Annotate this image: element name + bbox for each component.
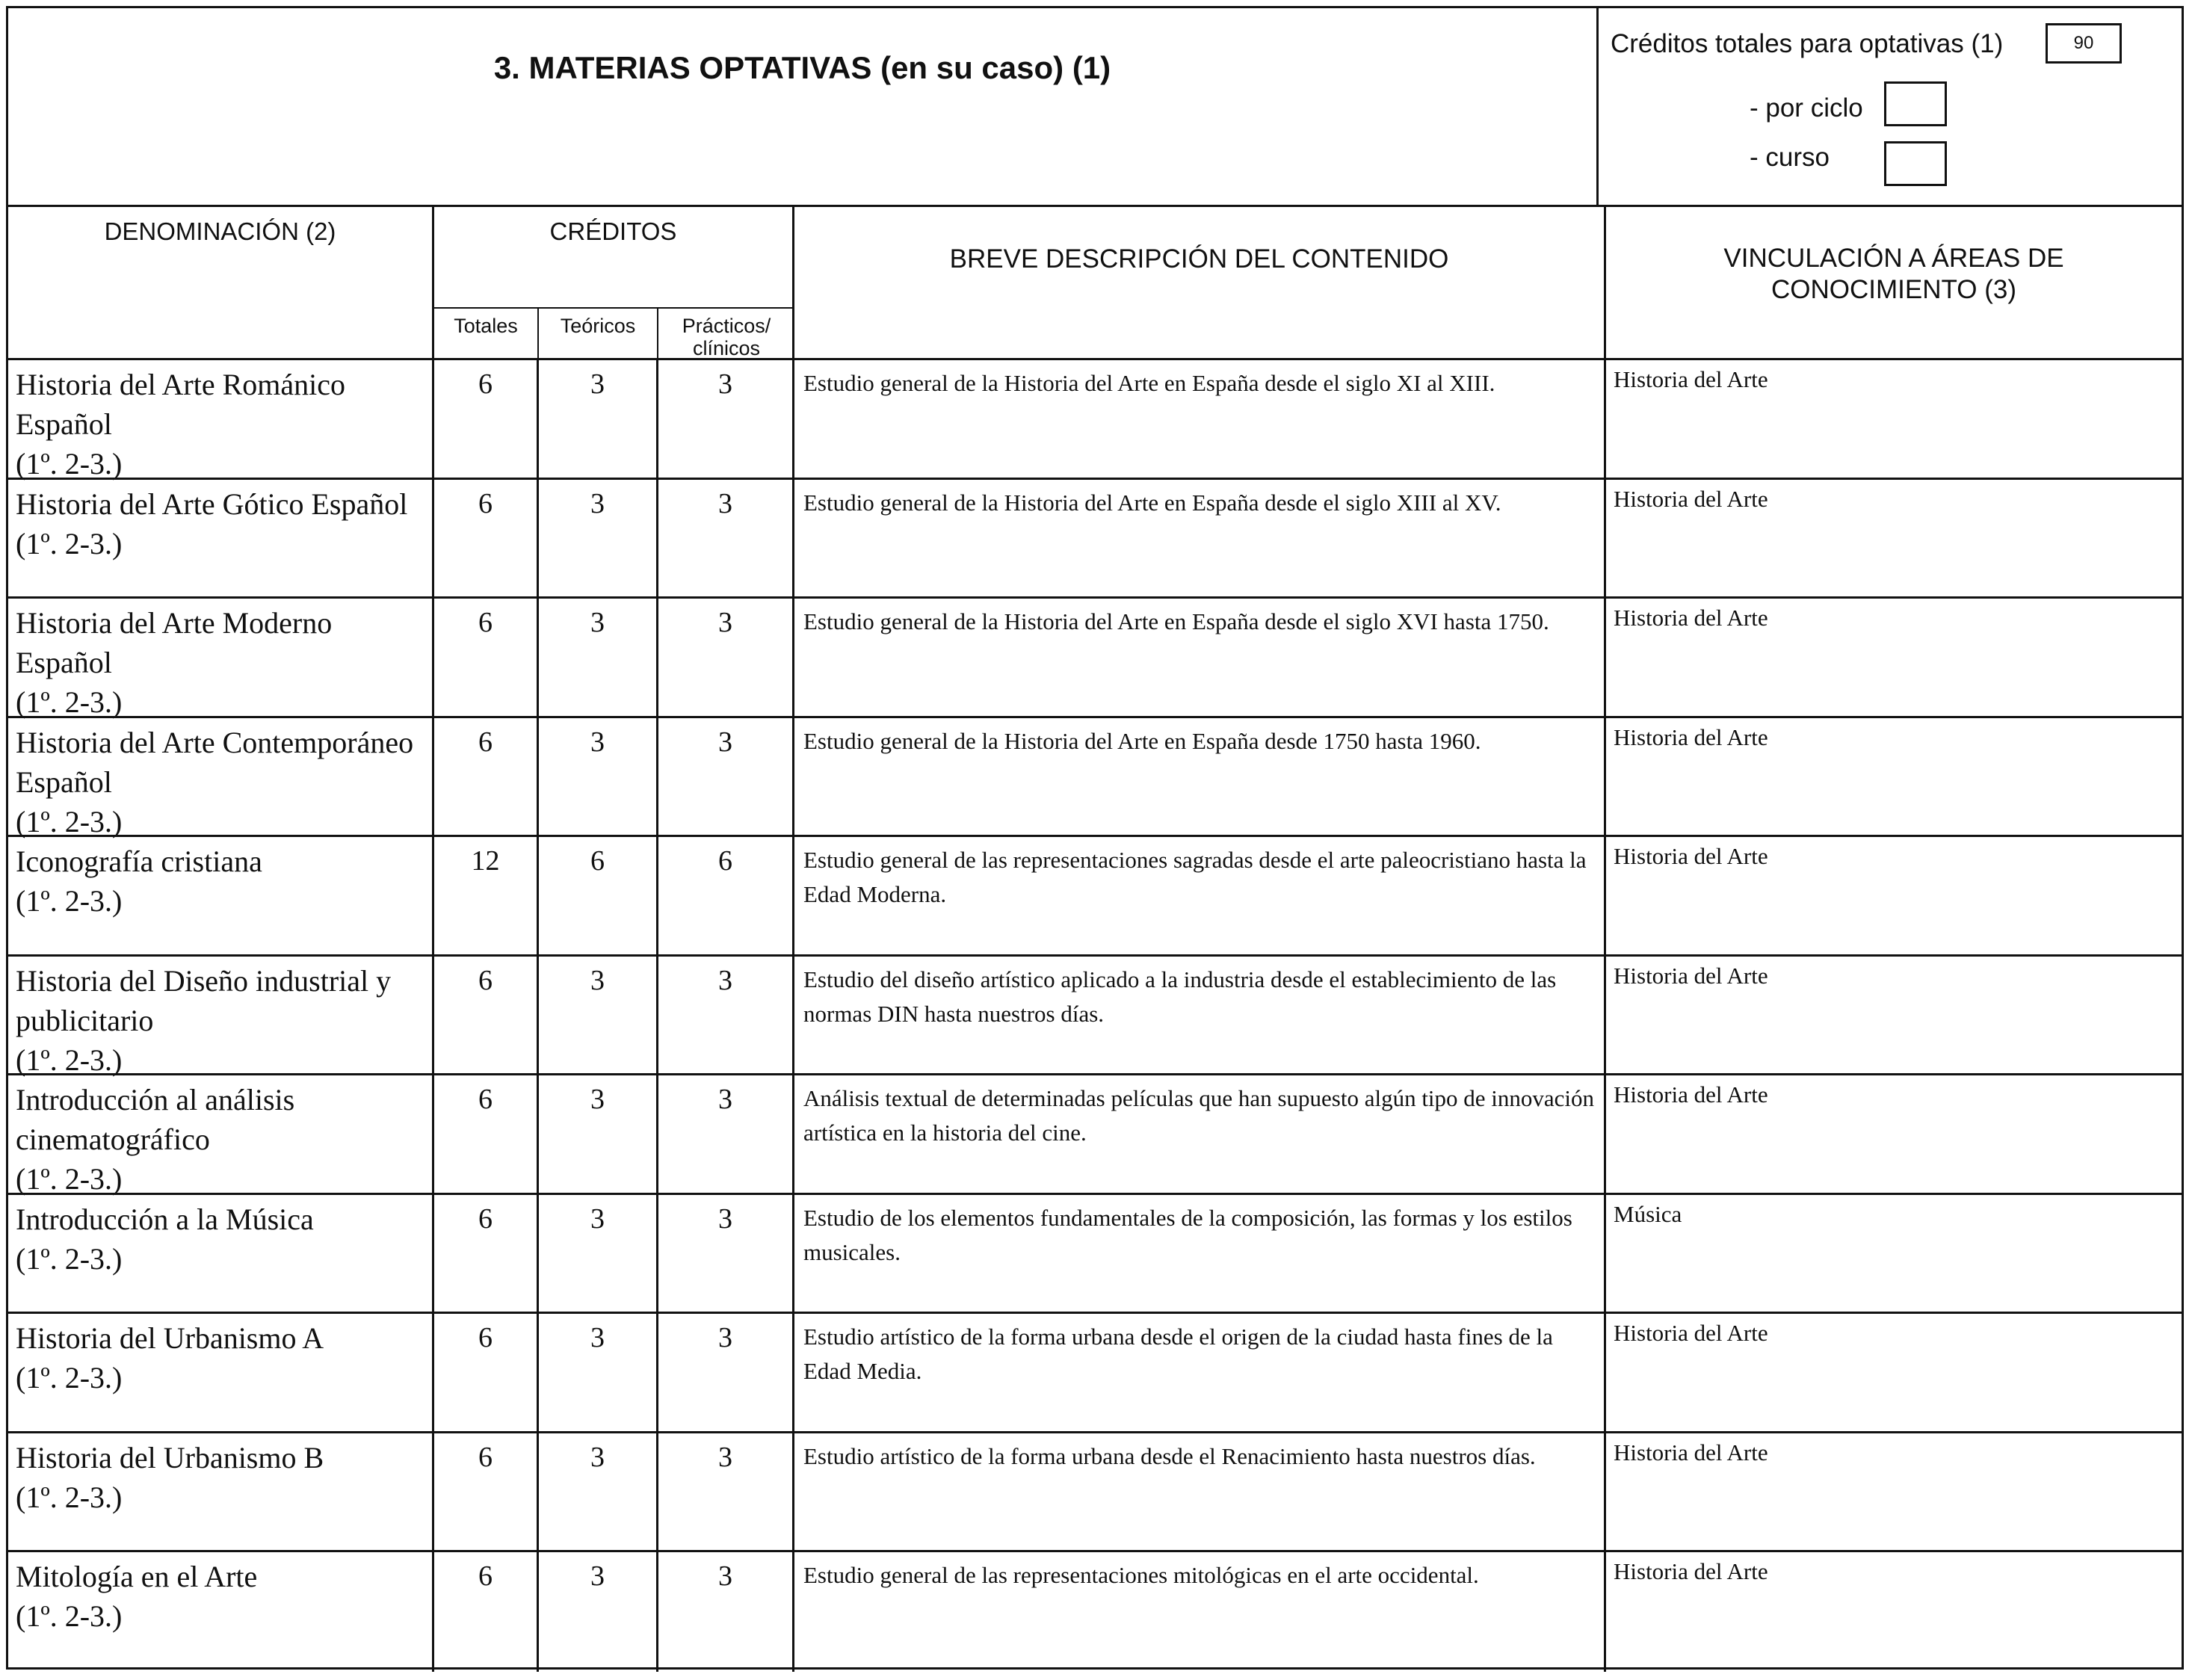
total-credits-label: Créditos totales para optativas (1) — [1611, 29, 2004, 58]
credits-practicos-cell — [658, 718, 794, 836]
credits-totales: 6 — [478, 964, 493, 996]
credits-practicos: 3 — [718, 1084, 732, 1115]
knowledge-area: Historia del Arte — [1614, 485, 1768, 512]
credits-teoricos-cell — [539, 837, 658, 954]
subject-name: Historia del Urbanismo B — [16, 1440, 324, 1474]
table-row — [8, 1552, 2182, 1672]
col-vinculacion-label: VINCULACIÓN A ÁREAS DE CONOCIMIENTO (3) — [1723, 244, 2064, 304]
credits-totales: 6 — [478, 1322, 493, 1353]
subject-description: Estudio artístico de la forma urbana desde el origen de la ciudad hasta fines de la Edad Media. — [803, 1324, 1553, 1384]
credits-totales: 6 — [478, 487, 493, 519]
subject-code: (1º. 2-3.) — [16, 804, 123, 839]
subject-name-cell — [8, 480, 434, 597]
knowledge-area-cell — [1606, 480, 2182, 597]
subject-name: Iconografía cristiana — [16, 844, 262, 878]
credits-practicos: 6 — [718, 845, 732, 877]
subject-name-cell — [8, 837, 434, 954]
subject-name: Historia del Arte Moderno Español — [16, 606, 333, 679]
credits-totales: 6 — [478, 607, 493, 638]
total-credits-value: 90 — [2073, 33, 2094, 53]
knowledge-area: Historia del Arte — [1614, 843, 1768, 869]
credits-totales: 12 — [471, 845, 500, 877]
subject-description-cell — [794, 360, 1606, 478]
credits-teoricos: 3 — [590, 726, 605, 758]
credits-totales: 6 — [478, 1560, 493, 1592]
subject-description: Estudio general de la Historia del Arte en España desde 1750 hasta 1960. — [803, 727, 1481, 754]
col-denominacion — [8, 207, 434, 360]
subject-code: (1º. 2-3.) — [16, 447, 123, 481]
subject-description: Estudio general de las representaciones mitológicas en el arte occidental. — [803, 1562, 1479, 1588]
knowledge-area-cell — [1606, 360, 2182, 478]
subject-description-cell — [794, 957, 1606, 1074]
col-teoricos — [539, 307, 658, 360]
credits-teoricos: 3 — [590, 1560, 605, 1592]
curso-label: - curso — [1750, 143, 1830, 172]
subject-description-cell — [794, 599, 1606, 716]
optativas-form — [6, 6, 2184, 1670]
credits-practicos: 3 — [718, 368, 732, 400]
knowledge-area-cell — [1606, 1314, 2182, 1431]
credits-totales: 6 — [478, 368, 493, 400]
credits-teoricos-cell — [539, 718, 658, 836]
credits-practicos-cell — [658, 1552, 794, 1672]
credits-practicos-cell — [658, 1195, 794, 1312]
subject-name: Introducción a la Música — [16, 1202, 314, 1236]
knowledge-area: Música — [1614, 1200, 1682, 1227]
subject-description-cell — [794, 1075, 1606, 1193]
credits-totales: 6 — [478, 726, 493, 758]
table-row — [8, 837, 2182, 957]
col-denominacion-label: DENOMINACIÓN (2) — [104, 217, 336, 245]
subject-description: Estudio del diseño artístico aplicado a la industria desde el establecimiento de las normas DIN hasta nuestros días. — [803, 966, 1557, 1027]
credits-practicos-cell — [658, 837, 794, 954]
subject-description: Estudio general de la Historia del Arte en España desde el siglo XIII al XV. — [803, 489, 1501, 516]
subject-description-cell — [794, 1314, 1606, 1431]
credits-practicos-cell — [658, 480, 794, 597]
credits-teoricos: 3 — [590, 487, 605, 519]
subject-description-cell — [794, 1195, 1606, 1312]
table-row — [8, 599, 2182, 718]
credits-practicos: 3 — [718, 487, 732, 519]
subject-name-cell — [8, 1314, 434, 1431]
table-row — [8, 360, 2182, 480]
col-creditos-label: CRÉDITOS — [549, 217, 677, 245]
col-teoricos-label: Teóricos — [560, 315, 636, 337]
credits-totales-cell — [434, 599, 539, 716]
subject-description-cell — [794, 1433, 1606, 1551]
credits-teoricos: 3 — [590, 1202, 605, 1235]
section-title-text: 3. MATERIAS OPTATIVAS (en su caso) (1) — [493, 50, 1111, 85]
knowledge-area: Historia del Arte — [1614, 723, 1768, 750]
credits-totales-cell — [434, 1552, 539, 1672]
subject-name-cell — [8, 718, 434, 839]
subject-code: (1º. 2-3.) — [16, 1480, 123, 1514]
col-totales-label: Totales — [454, 315, 518, 337]
subject-code: (1º. 2-3.) — [16, 1241, 123, 1276]
credits-practicos: 3 — [718, 1441, 732, 1473]
knowledge-area: Historia del Arte — [1614, 605, 1768, 631]
subject-code: (1º. 2-3.) — [16, 1599, 123, 1633]
table-row — [8, 1195, 2182, 1315]
credits-practicos: 3 — [718, 964, 732, 996]
credits-practicos-cell — [658, 360, 794, 478]
credits-practicos-cell — [658, 1314, 794, 1431]
credits-teoricos: 3 — [590, 1441, 605, 1473]
col-practicos-label: Prácticos/ clínicos — [682, 315, 771, 359]
subject-description: Estudio de los elementos fundamentales de la composición, las formas y los estilos musicales. — [803, 1204, 1572, 1265]
credits-practicos-cell — [658, 599, 794, 716]
credits-totales-cell — [434, 360, 539, 478]
table-row — [8, 718, 2182, 838]
table-row — [8, 480, 2182, 599]
credits-practicos: 3 — [718, 726, 732, 758]
credits-teoricos-cell — [539, 1552, 658, 1672]
subject-description: Estudio general de la Historia del Arte en España desde el siglo XVI hasta 1750. — [803, 608, 1549, 634]
credits-practicos: 3 — [718, 1322, 732, 1353]
credits-practicos-cell — [658, 957, 794, 1074]
credits-teoricos-cell — [539, 1195, 658, 1312]
knowledge-area: Historia del Arte — [1614, 1320, 1768, 1346]
subject-name-cell — [8, 360, 434, 481]
por-ciclo-box — [1884, 81, 1947, 126]
credits-teoricos: 3 — [590, 607, 605, 638]
knowledge-area-cell — [1606, 718, 2182, 836]
knowledge-area: Historia del Arte — [1614, 962, 1768, 989]
total-credits-box — [2046, 23, 2122, 64]
credits-totales-cell — [434, 1195, 539, 1312]
credits-teoricos-cell — [539, 1075, 658, 1193]
credits-totales-cell — [434, 1433, 539, 1551]
credits-totales-cell — [434, 718, 539, 836]
subject-name: Historia del Arte Contemporáneo Español — [16, 725, 414, 799]
credits-teoricos-cell — [539, 1433, 658, 1551]
credits-totales: 6 — [478, 1441, 493, 1473]
col-totales — [434, 307, 539, 360]
por-ciclo-label: - por ciclo — [1750, 93, 1863, 123]
subject-description-cell — [794, 1552, 1606, 1672]
credits-teoricos: 3 — [590, 1084, 605, 1115]
credits-totales-cell — [434, 957, 539, 1074]
credits-teoricos-cell — [539, 360, 658, 478]
credits-totales-cell — [434, 1314, 539, 1431]
subject-code: (1º. 2-3.) — [16, 1361, 123, 1395]
knowledge-area-cell — [1606, 837, 2182, 954]
table-row — [8, 1075, 2182, 1195]
credits-practicos-cell — [658, 1075, 794, 1193]
subject-name-cell — [8, 1433, 434, 1551]
knowledge-area-cell — [1606, 957, 2182, 1074]
subject-description-cell — [794, 837, 1606, 954]
knowledge-area-cell — [1606, 1195, 2182, 1312]
credits-totales-cell — [434, 480, 539, 597]
credits-totales: 6 — [478, 1084, 493, 1115]
subject-description: Estudio general de la Historia del Arte en España desde el siglo XI al XIII. — [803, 370, 1495, 396]
credits-practicos-cell — [658, 1433, 794, 1551]
credits-totales-cell — [434, 837, 539, 954]
table-row — [8, 1314, 2182, 1433]
subject-name: Mitología en el Arte — [16, 1560, 258, 1593]
credits-teoricos-cell — [539, 957, 658, 1074]
credits-teoricos-cell — [539, 1314, 658, 1431]
subject-name-cell — [8, 957, 434, 1077]
col-vinculacion — [1606, 207, 2182, 360]
subject-description-cell — [794, 480, 1606, 597]
table-row — [8, 1433, 2182, 1553]
subject-code: (1º. 2-3.) — [16, 685, 123, 719]
credits-teoricos: 3 — [590, 1322, 605, 1353]
subject-name: Historia del Urbanismo A — [16, 1321, 324, 1355]
subject-description: Estudio general de las representaciones sagradas desde el arte paleocristiano hasta la Edad Moderna. — [803, 847, 1587, 907]
knowledge-area-cell — [1606, 1075, 2182, 1193]
table-row — [8, 957, 2182, 1076]
subject-code: (1º. 2-3.) — [16, 884, 123, 918]
knowledge-area-cell — [1606, 1552, 2182, 1672]
subject-code: (1º. 2-3.) — [16, 1162, 123, 1196]
credits-teoricos: 3 — [590, 368, 605, 400]
subject-code: (1º. 2-3.) — [16, 1043, 123, 1077]
subject-name-cell — [8, 599, 434, 719]
col-descripcion-label: BREVE DESCRIPCIÓN DEL CONTENIDO — [949, 244, 1449, 274]
credits-teoricos-cell — [539, 599, 658, 716]
credits-practicos: 3 — [718, 1202, 732, 1235]
knowledge-area: Historia del Arte — [1614, 1558, 1768, 1584]
credits-summary — [1599, 8, 2182, 207]
curso-box — [1884, 141, 1947, 186]
knowledge-area: Historia del Arte — [1614, 1439, 1768, 1466]
knowledge-area-cell — [1606, 1433, 2182, 1551]
knowledge-area-cell — [1606, 599, 2182, 716]
credits-teoricos-cell — [539, 480, 658, 597]
subject-name-cell — [8, 1195, 434, 1312]
subject-name-cell — [8, 1075, 434, 1196]
subject-name: Historia del Arte Románico Español — [16, 368, 346, 441]
subject-description: Estudio artístico de la forma urbana desde el Renacimiento hasta nuestros días. — [803, 1442, 1536, 1469]
subject-name-cell — [8, 1552, 434, 1672]
subject-name: Historia del Arte Gótico Español — [16, 487, 408, 521]
subject-name: Historia del Diseño industrial y publicitario — [16, 963, 392, 1037]
section-title — [8, 8, 1599, 207]
credits-totales: 6 — [478, 1202, 493, 1235]
knowledge-area: Historia del Arte — [1614, 1081, 1768, 1108]
credits-practicos: 3 — [718, 607, 732, 638]
credits-totales-cell — [434, 1075, 539, 1193]
subject-name: Introducción al análisis cinematográfico — [16, 1083, 295, 1156]
credits-teoricos: 3 — [590, 964, 605, 996]
credits-practicos: 3 — [718, 1560, 732, 1592]
subject-description-cell — [794, 718, 1606, 836]
subject-code: (1º. 2-3.) — [16, 526, 123, 560]
subject-description: Análisis textual de determinadas películas que han supuesto algún tipo de innovación artística en la historia del cine. — [803, 1085, 1595, 1146]
credits-teoricos: 6 — [590, 845, 605, 877]
col-descripcion — [794, 207, 1606, 360]
knowledge-area: Historia del Arte — [1614, 366, 1768, 392]
col-practicos — [658, 307, 794, 360]
